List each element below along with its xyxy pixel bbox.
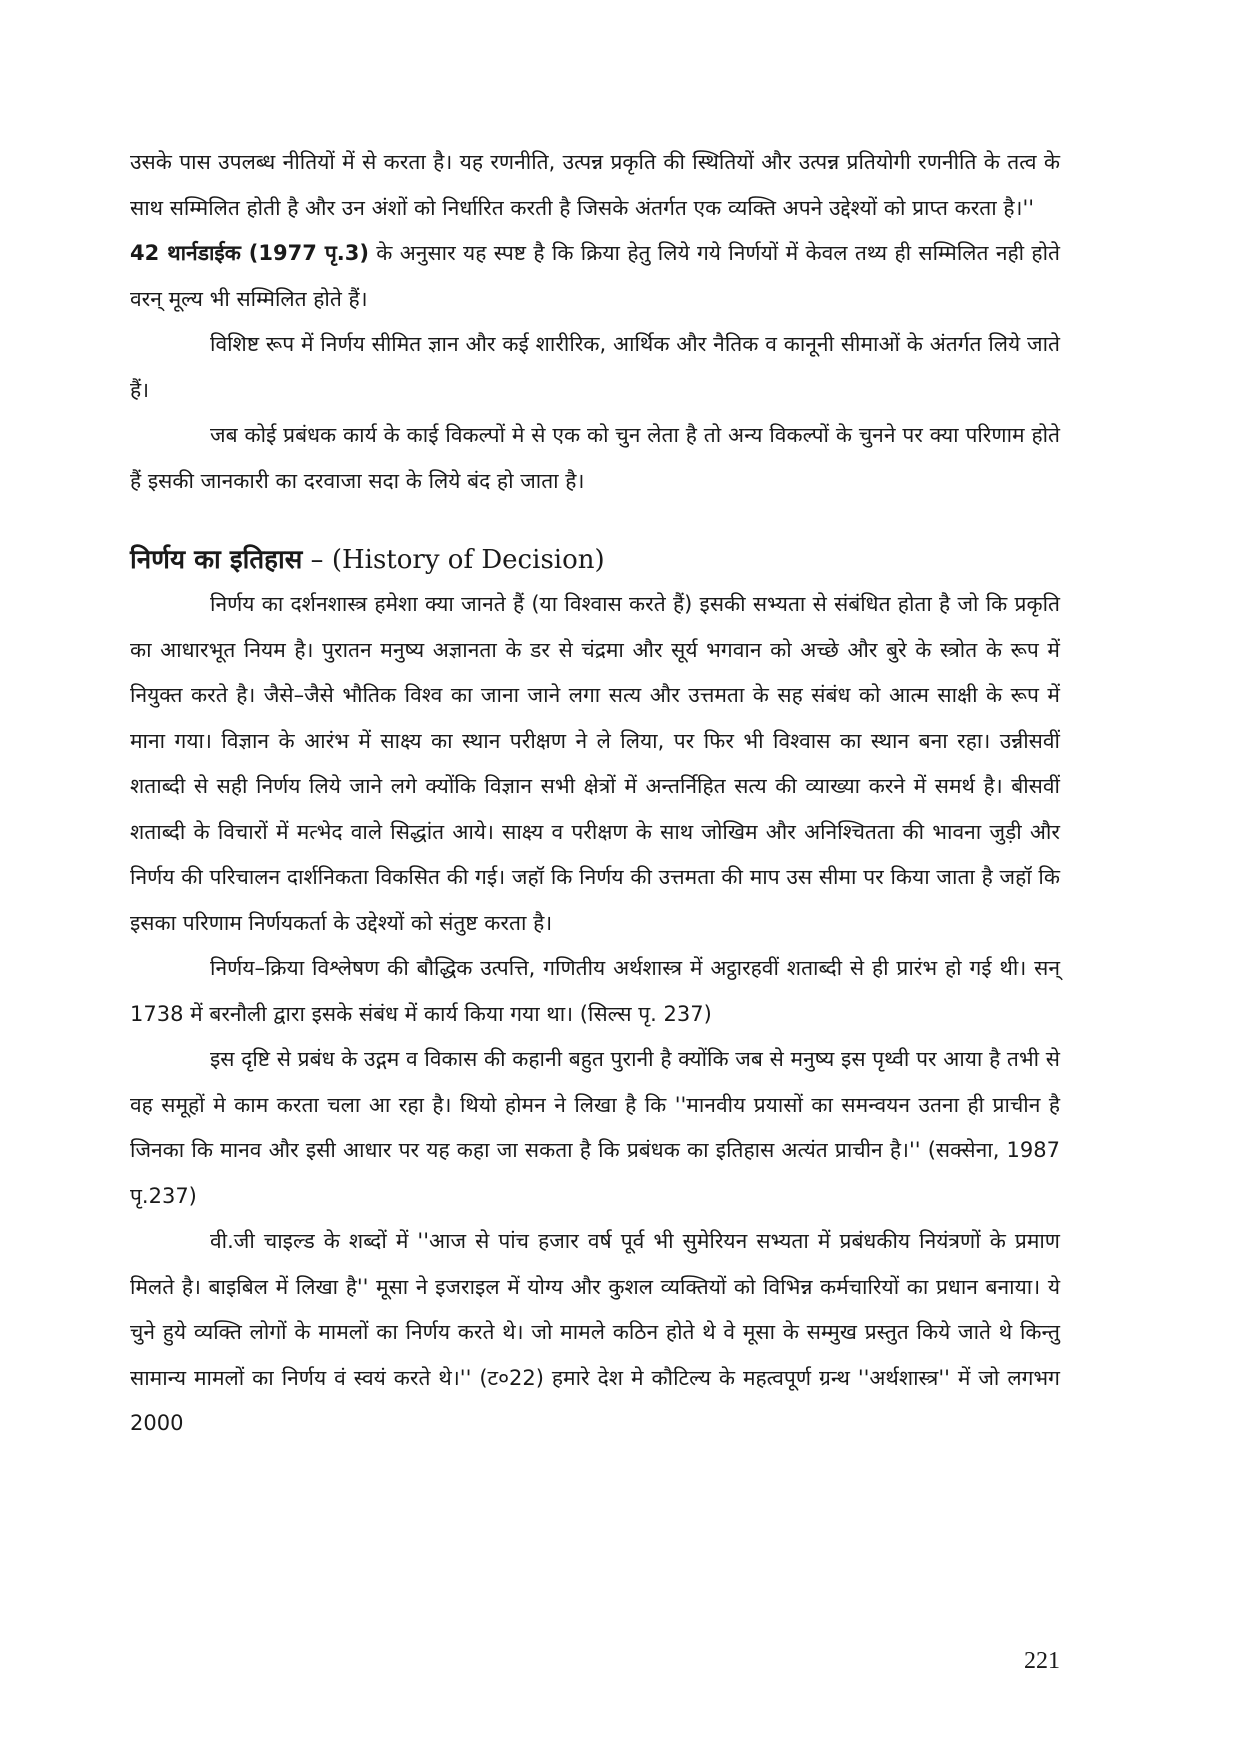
page-number: 221: [1024, 1648, 1060, 1674]
paragraph-history: निर्णय का दर्शनशास्त्र हमेशा क्या जानते हैं (या विश्वास करते हैं) इसकी सभ्यता से संबंधित होता है जो कि प्रकृति का आधारभूत नियम है। पुरातन मनुष्य अज्ञानता के डर से चंद्रमा और सूर्य भगवान को अच्छे और बुरे के स्त्रोत के रूप में नियुक्त करते है। जैसे–जैसे भौतिक विश्व का जाना जाने लगा सत्य और उत्तमता के सह संबंध को आत्म साक्षी के रूप में माना गया। विज्ञान के आरंभ में साक्ष्य का स्थान परीक्षण ने ले लिया, पर फिर भी विश्वास का स्थान बना रहा। उन्नीसवीं शताब्दी से सही निर्णय लिये जाने लगे क्योंकि विज्ञान सभी क्षेत्रों में अन्तर्निहित सत्य की व्याख्या करने में समर्थ है। बीसवीं शताब्दी के विचारों में मत्भेद वाले सिद्धांत आये। साक्ष्य व परीक्षण के साथ जोखिम और अनिश्चितता की भावना जुड़ी और निर्णय की परिचालन दार्शनिकता विकसित की गई। जहॉ कि निर्णय की उत्तमता की माप उस सीमा पर किया जाता है जहॉ कि इसका परिणाम निर्णयकर्ता के उद्देश्यों को संतुष्ट करता है।: [130, 592, 1060, 935]
section-heading-english: (History of Decision): [331, 545, 605, 575]
paragraph-analysis: निर्णय–क्रिया विश्लेषण की बौद्धिक उत्पत्ति, गणितीय अर्थशास्त्र में अट्ठारहवीं शताब्दी से ही प्रारंभ हो गई थी। सन् 1738 में बरनौली द्वारा इसके संबंध में कार्य किया गया था। (सिल्स पृ. 237): [130, 956, 1060, 1026]
paragraph-specific-limits: विशिष्ट रूप में निर्णय सीमित ज्ञान और कई शारीरिक, आर्थिक और नैतिक व कानूनी सीमाओं के अंतर्गत लिये जाते हैं।: [130, 332, 1060, 402]
section-heading-hindi: निर्णय का इतिहास: [130, 545, 303, 575]
paragraph-origin: इस दृष्टि से प्रबंध के उद्गम व विकास की कहानी बहुत पुरानी है क्योंकि जब से मनुष्य इस पृथ्वी पर आया है तभी से वह समूहों मे काम करता चला आ रहा है। थियो होमन ने लिखा है कि ''मानवीय प्रयासों का समन्वयन उतना ही प्राचीन है जिनका कि मानव और इसी आधार पर यह कहा जा सकता है कि प्रबंधक का इतिहास अत्यंत प्राचीन है।'' (सक्सेना, 1987 पृ.237): [130, 1047, 1060, 1208]
paragraph-continuation: उसके पास उपलब्ध नीतियों में से करता है। यह रणनीति, उत्पन्न प्रकृति की स्थितियों और उत्पन्न प्रतियोगी रणनीति के तत्व के साथ सम्मिलित होती है और उन अंशों को निर्धारित करती है जिसके अंतर्गत एक व्यक्ति अपने उद्देश्यों को प्राप्त करता है।'': [130, 150, 1060, 220]
document-body: [130, 140, 1060, 1447]
section-heading-dash: –: [302, 545, 332, 575]
paragraph-thorndike: [130, 231, 1060, 322]
paragraph-childe: वी.जी चाइल्ड के शब्दों में ''आज से पांच हजार वर्ष पूर्व भी सुमेरियन सभ्यता में प्रबंधकीय नियंत्रणों के प्रमाण मिलते है। बाइबिल में लिखा है'' मूसा ने इजराइल में योग्य और कुशल व्यक्तियों को विभिन्न कर्मचारियों का प्रधान बनाया। ये चुने हुये व्यक्ति लोगों के मामलों का निर्णय करते थे। जो मामले कठिन होते थे वे मूसा के सम्मुख प्रस्तुत किये जाते थे किन्तु सामान्य मामलों का निर्णय वं स्वयं करते थे।'' (ट०22) हमारे देश मे कौटिल्य के महत्वपूर्ण ग्रन्थ ''अर्थशास्त्र'' में जो लगभग 2000: [130, 1229, 1060, 1435]
section-heading: [130, 540, 1060, 580]
paragraph-thorndike-text: के अनुसार यह स्पष्ट है कि क्रिया हेतु लिये गये निर्णयों में केवल तथ्य ही सम्मिलित नही होते वरन् मूल्य भी सम्मिलित होते हैं।: [130, 241, 1060, 311]
citation-thorndike: 42 थार्नडाईक (1977 पृ.3): [130, 241, 369, 265]
paragraph-manager-choice: जब कोई प्रबंधक कार्य के काई विकल्पों मे से एक को चुन लेता है तो अन्य विकल्पों के चुनने पर क्या परिणाम होते हैं इसकी जानकारी का दरवाजा सदा के लिये बंद हो जाता है।: [130, 423, 1060, 493]
